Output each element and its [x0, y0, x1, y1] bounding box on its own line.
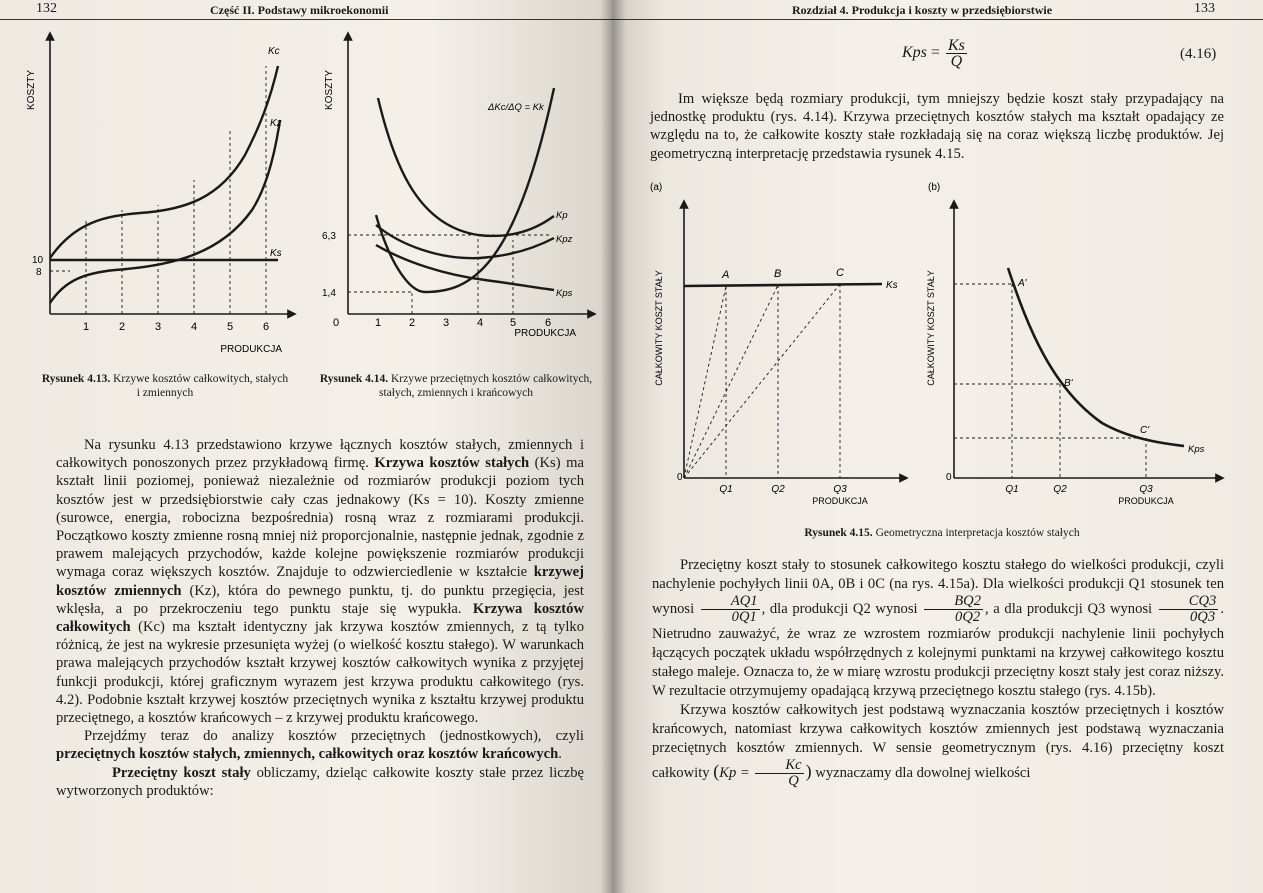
fig15a-ks-line — [684, 284, 882, 286]
fig14-xtick: 3 — [442, 317, 450, 329]
fig15-caption — [742, 526, 1142, 540]
fig14-kpz-label: Kpz — [556, 234, 573, 245]
fig13-xticks — [83, 321, 269, 333]
fig13-xtick: 5 — [226, 321, 234, 333]
fig13-xtick: 1 — [82, 321, 90, 333]
fig15b-y-axis-label: CAŁKOWITY KOSZT STAŁY — [926, 270, 936, 386]
fig14-caption — [318, 372, 594, 400]
fig15a-q2: Q2 — [771, 484, 785, 495]
fig13-kz-curve — [50, 120, 280, 303]
fig14-kp-label: Kp — [556, 210, 568, 221]
fig14-ytick-14: 1,4 — [322, 288, 336, 299]
fig14-kk-curve — [376, 88, 554, 292]
fig15a-y-axis-label: CAŁKOWITY KOSZT STAŁY — [654, 270, 664, 386]
fig13-kc-curve — [50, 66, 278, 258]
right-body-text — [652, 556, 1224, 789]
fig13-xtick: 3 — [154, 321, 162, 333]
fig15a-ks-label: Ks — [886, 280, 898, 291]
fig13-caption-text: Krzywe kosztów całkowitych, stałych i zmiennych — [113, 373, 289, 399]
left-page-number: 132 — [36, 1, 57, 16]
fig13-ks-label: Ks — [270, 248, 282, 259]
fig15b-dashed-lines — [954, 284, 1146, 478]
fraction-bq2: $\frac{BQ2}{0Q2}$ — [924, 594, 983, 625]
fig15a-origin: 0 — [677, 472, 683, 483]
equation-lhs: Kps — [902, 44, 927, 62]
equation-fraction — [946, 38, 967, 69]
fig15a-point-b: B — [774, 268, 782, 280]
right-paragraph-2: Przeciętny koszt stały to stosunek całkowitego kosztu stałego do wielkości produkcji, czyli nachylenie pochyłych linii 0A, 0B i 0C (na rys. 4.15a). Dla wielkości produkcji Q1 stosunek ten wynosi $\frac{AQ1}{0Q1}$ , dla produkcji Q2 wynosi $\frac{BQ2}{0Q2}$ , a dla produkcji Q3 wynosi $\frac{CQ3}{0Q3}$ . Nietrudno zauważyć, że wraz ze wzrostem rozmiarów produkcji nachylenie linii pochyłych łączących początek układu współrzędnych z kolejnymi punktami na krzywej całkowitego kosztu stałego maleje. Oznacza to, że w miarę wzrostu produkcji przeciętny koszt stały jest coraz niższy. W rezultacie otrzymujemy opadającą krzywą przeciętnego kosztu stałego (rys. 4.15b). — [652, 557, 1224, 699]
fig14-xtick: 0 — [332, 317, 340, 329]
fig15b-point-b: B' — [1064, 378, 1073, 389]
fig13-kz-label: Kz — [270, 118, 282, 129]
fig15b-q3: Q3 — [1139, 484, 1153, 495]
fig15a-dashed-lines — [684, 284, 840, 478]
fig14-caption-label: Rysunek 4.14. — [319, 373, 389, 385]
fig14-xtick: 2 — [408, 317, 416, 329]
fraction-kc-q: $\frac{Kc}{Q}$ — [755, 758, 803, 789]
equation-numerator: Ks — [947, 37, 965, 54]
left-paragraph-3: Przeciętny koszt stały obliczamy, dzieląc całkowite koszty stałe przez liczbę wytworzonych produktów: — [56, 764, 584, 799]
figure-4-15 — [632, 178, 1232, 508]
fig14-xtick: 4 — [476, 317, 484, 329]
fig13-ytick-8: 8 — [36, 267, 42, 278]
fig14-xtick: 5 — [509, 317, 517, 329]
right-page-number: 133 — [1194, 1, 1215, 16]
left-paragraph-2: Przejdźmy teraz do analizy kosztów przeciętnych (jednostkowych), czyli przeciętnych kosztów stałych, zmiennych, całkowitych oraz kosztów krańcowych. — [56, 728, 584, 763]
left-running-head — [0, 0, 612, 20]
fig13-caption — [40, 372, 290, 400]
fig15b-x-axis-label: PRODUKCJA — [1118, 496, 1174, 506]
fig15-panel-b-label: (b) — [928, 182, 941, 193]
fig15b-kps-curve — [1008, 268, 1184, 446]
fig15a-q1: Q1 — [719, 484, 733, 495]
equation-denominator: Q — [950, 53, 963, 70]
fig15-caption-text: Geometryczna interpretacja kosztów stałych — [875, 527, 1080, 539]
fig15-panel-a-label: (a) — [650, 182, 663, 193]
figure-4-14 — [310, 30, 602, 360]
fig15b-point-a: A' — [1018, 278, 1027, 289]
fig15b-kps-label: Kps — [1188, 444, 1205, 455]
fig14-xtick: 1 — [374, 317, 382, 329]
equation-4-16: Kps = $\frac{Ks}{Q}$ — [902, 37, 965, 70]
fig15b-q2: Q2 — [1053, 484, 1067, 495]
fig14-caption-text: Krzywe przeciętnych kosztów całkowitych, stałych, zmiennych i krańcowych — [379, 373, 593, 399]
fig15-caption-label: Rysunek 4.15. — [804, 527, 873, 539]
fig13-xtick: 4 — [190, 321, 198, 333]
fig14-x-axis-label: PRODUKCJA — [514, 328, 576, 339]
equation-tag: (4.16) — [1180, 46, 1217, 62]
fig13-xtick: 6 — [262, 321, 270, 333]
fig13-x-axis-label: PRODUKCJA — [220, 344, 282, 355]
fig13-caption-label: Rysunek 4.13. — [41, 373, 111, 385]
right-paragraph-3: Krzywa kosztów całkowitych jest podstawą wyznaczania kosztów przeciętnych i kosztów krańcowych, natomiast krzywa całkowitych kosztów zmiennych jest podstawą wyznaczania przeciętnych kosztów zmiennych. W sensie geometrycznym (rys. 4.16) przeciętny koszt całkowity (Kp = $\frac{Kc}{Q}$ ) wyznaczamy dla dowolnej wielkości — [652, 702, 1224, 789]
fig15b-origin: 0 — [946, 472, 952, 483]
fig14-y-axis-label: KOSZTY — [324, 69, 335, 111]
fraction-aq1: $\frac{AQ1}{0Q1}$ — [701, 594, 760, 625]
fig15a-x-axis-label: PRODUKCJA — [812, 496, 868, 506]
fig14-kps-label: Kps — [556, 288, 573, 299]
fig14-kp-curve — [378, 98, 554, 236]
fig14-kk-label: ΔKc/ΔQ = Kk — [488, 102, 544, 113]
fig15a-q3: Q3 — [833, 484, 847, 495]
right-paragraph-1: Im większe będą rozmiary produkcji, tym mniejszy będzie koszt stały przypadający na jednostkę produktu (rys. 4.14). Krzywa przeciętnych kosztów stałych ma kształt opadający ze względu na to, że całkowite koszty stałe rozkładają się na coraz większą liczbę produktów. Jej geometryczną interpretację przedstawia rysunek 4.15. — [650, 91, 1224, 162]
fig15b-q1: Q1 — [1005, 484, 1019, 495]
right-page — [612, 0, 1263, 893]
fig14-xtick: 6 — [544, 317, 552, 329]
fig13-y-axis-label: KOSZTY — [26, 69, 37, 111]
left-paragraph-1: Na rysunku 4.13 przedstawiono krzywe łącznych kosztów stałych, zmiennych i całkowitych ponoszonych przez przykładową firmę. Krzywa kosztów stałych (Ks) ma kształt linii poziomej, ponieważ niezależnie od rozmiarów produkcji poziom tych kosztów jest w przedsiębiorstwie cały czas jednakowy (Ks = 10). Koszty zmienne (surowce, energia, robocizna bezpośrednia) rosną wraz z rozmiarami produkcji. Początkowo koszty zmienne rosną mniej niż proporcjonalnie, następnie jednak, zgodnie z prawem malejących przychodów, każde kolejne powiększenie rozmiarów produkcji wymaga coraz większych kosztów. Znajduje to odzwierciedlenie w kształcie krzywej kosztów zmiennych (Kz), która do pewnego punktu, tj. do punktu przegięcia, jest wklęsła, a po przekroczeniu tego punktu staje się wypukła. Krzywa kosztów całkowitych (Kc) ma kształt identyczny jak krzywa kosztów zmiennych, z tą tylko różnicą, że jest na wykresie przesunięta wyżej (o wielkość kosztu stałego). W warunkach prawa malejących przychodów kształt krzywej kosztów całkowitych wynika z przyjętej funkcji produkcji, której graficznym wyrazem jest krzywa produktu całkowitego (rys. 4.2). Podobnie kształt krzywej kosztów przeciętnych wynika z kształtu krzywej produktu przeciętnego, a kosztów krańcowych – z krzywej produktu krańcowego. — [56, 437, 584, 727]
fig15b-point-c: C' — [1140, 425, 1150, 436]
fig15a-point-a: A — [722, 269, 730, 281]
fig14-ytick-63: 6,3 — [322, 231, 336, 242]
left-running-title: Część II. Podstawy mikroekonomii — [210, 3, 389, 17]
right-running-title: Rozdział 4. Produkcja i koszty w przedsiębiorstwie — [792, 3, 1053, 17]
figure-4-13 — [20, 30, 310, 360]
fig13-kc-label: Kc — [268, 46, 280, 57]
left-page — [0, 0, 612, 893]
left-body-text — [56, 436, 584, 800]
right-running-head — [612, 0, 1263, 20]
fig15a-point-c: C — [836, 267, 844, 279]
fig13-ytick-10: 10 — [32, 255, 44, 266]
fraction-cq3: $\frac{CQ3}{0Q3}$ — [1159, 594, 1219, 625]
fig13-xtick: 2 — [118, 321, 126, 333]
